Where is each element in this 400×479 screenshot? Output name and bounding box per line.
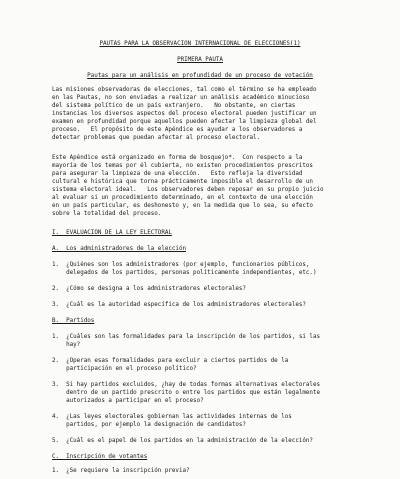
paragraph-line: al evaluar si un procedimiento determinado, en el contexto de una elección <box>52 195 313 201</box>
question-c1: 1. ¿Se requiere la inscripción previa? <box>52 468 190 474</box>
section-heading-c: C. Inscripción de votantes <box>52 454 148 460</box>
paragraph-line: examen en profundidad porque aquellos pueden afectar la limpieza global del <box>52 119 317 125</box>
document-subheading: Pautas para un análisis en profundidad de un proceso de votación <box>87 73 313 79</box>
paragraph-line: para asegurar la limpieza de una elección. Esto refleja la diversidad <box>52 171 303 177</box>
question-line: partidos, por ejemplo la designación de candidatos? <box>52 422 246 428</box>
document-subtitle: PRIMERA PAUTA <box>177 57 223 63</box>
paragraph-line: del sistema político de un país extranjero. No obstante, en ciertas <box>52 103 296 109</box>
question-line: participación en el proceso político? <box>52 366 197 372</box>
paragraph-line: sistema electoral ideal. Los observadores deben reposar en su propio juicio <box>52 187 324 193</box>
paragraph-line: en las Pautas, no son enviadas a realizar un análisis académico minucioso <box>52 95 310 101</box>
paragraph-line: detectar problemas que puedan afectar al proceso electoral. <box>52 135 261 141</box>
section-heading-b: B. Partidos <box>52 318 95 324</box>
question-line: autorizados a participar en el proceso? <box>52 398 204 404</box>
question-a3: 3. ¿Cuál es la autoridad específica de los administradores electorales? <box>52 302 306 308</box>
question-line: 1. ¿Cuáles son las formalidades para la inscripción de los partidos, si las <box>52 334 321 340</box>
paragraph-line: instancias los diversos aspectos del proceso electoral pueden justificar un <box>52 111 317 117</box>
paragraph-line: en un país particular, es deshonesto y, en la medida que lo sea, su efecto <box>52 203 313 209</box>
paragraph-line: Este Apéndice está organizado en forma de bosquejo*. Con respecto a la <box>52 155 303 161</box>
question-line: hay? <box>52 342 81 348</box>
question-a2: 2. ¿Cómo se designa a los administradores electorales? <box>52 286 246 292</box>
question-line: dentro de un partido prescrito o entre los partidos que están legalmente <box>52 390 321 396</box>
question-line: 4. ¿Las leyes electorales gobiernan las actividades internas de los <box>52 414 292 420</box>
document-title: PAUTAS PARA LA OBSERVACION INTERNACIONAL DE ELECCIONES(1) <box>99 41 301 47</box>
section-heading-a: A. Los administradores de la elección <box>52 246 187 252</box>
paragraph-line: proceso. El propósito de este Apéndice es ayudar a los observadores a <box>52 127 303 133</box>
paragraph-line: Las misiones observadoras de elecciones, tal como el término se ha empleado <box>52 87 317 93</box>
question-line: 1. ¿Quiénes son los administradores (por ejemplo, funcionarios públicos, <box>52 262 310 268</box>
question-line: 3. Si hay partidos excluidos, ¿hay de todas formas alternativas electorales <box>52 382 321 388</box>
paragraph-line: mayoría de los temas por él cubierta, no existen procedimientos prescritos <box>52 163 313 169</box>
question-b5: 5. ¿Cuál es el papel de los partidos en la administración de la elección? <box>52 438 313 444</box>
question-line: delegados de los partidos, personas políticamente independientes, etc.) <box>52 270 317 276</box>
paragraph-line: sobre la totalidad del proceso. <box>52 211 162 217</box>
question-line: 2. ¿Operan esas formalidades para excluir a ciertos partidos de la <box>52 358 289 364</box>
paragraph-line: cultural e histórica que torna prácticamente imposible el desarrollo de un <box>52 179 313 185</box>
section-heading-i: I. EVALUACION DE LA LEY ELECTORAL <box>52 230 172 236</box>
